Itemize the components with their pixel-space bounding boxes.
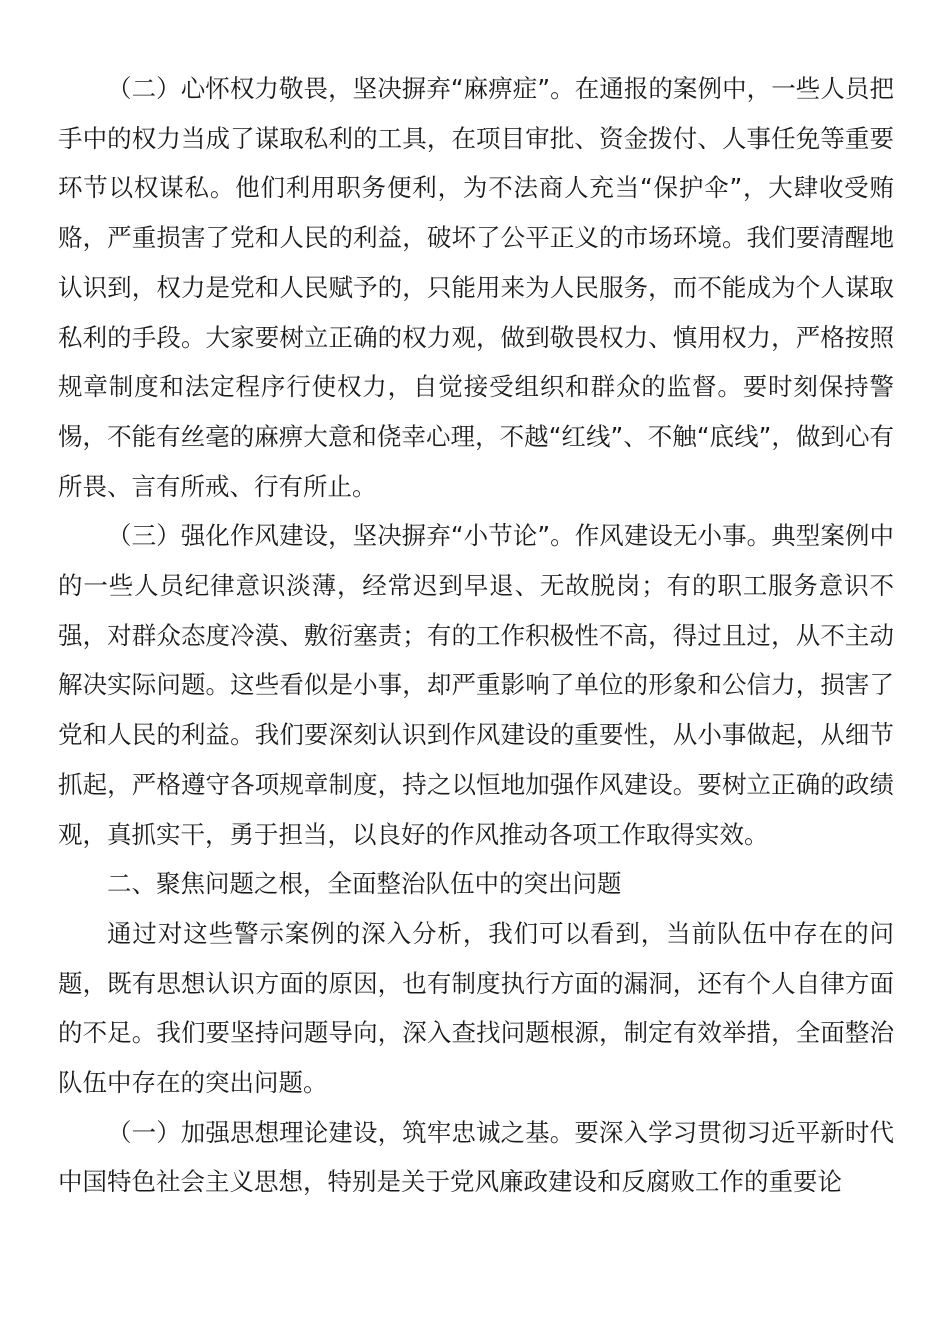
document-page: [58, 64, 894, 1207]
paragraph-problem-analysis: 通过对这些警示案例的深入分析，我们可以看到，当前队伍中存在的问题，既有思想认识方面的原因，也有制度执行方面的漏洞，还有个人自律方面的不足。我们要坚持问题导向，深入查找问题根源，制定有效举措，全面整治队伍中存在的突出问题。: [58, 918, 894, 1098]
section-heading-2: 二、聚焦问题之根，全面整治队伍中的突出问题: [107, 869, 622, 899]
paragraph-power-awareness: （二）心怀权力敬畏，坚决摒弃“麻痹症”。在通报的案例中，一些人员把手中的权力当成了谋取私利的工具，在项目审批、资金拨付、人事任免等重要环节以权谋私。他们利用职务便利，为不法商人充当“保护伞”，大肆收受贿赂，严重损害了党和人民的利益，破坏了公平正义的市场环境。我们要清醒地认识到，权力是党和人民赋予的，只能用来为人民服务，而不能成为个人谋取私利的手段。大家要树立正确的权力观，做到敬畏权力、慎用权力，严格按照规章制度和法定程序行使权力，自觉接受组织和群众的监督。要时刻保持警惕，不能有丝毫的麻痹大意和侥幸心理，不越“红线”、不触“底线”，做到心有所畏、言有所戒、行有所止。: [58, 74, 894, 501]
paragraph-work-style: （三）强化作风建设，坚决摒弃“小节论”。作风建设无小事。典型案例中的一些人员纪律意识淡薄，经常迟到早退、无故脱岗；有的职工服务意识不强，对群众态度冷漠、敷衍塞责；有的工作积极性不高，得过且过，从不主动解决实际问题。这些看似是小事，却严重影响了单位的形象和公信力，损害了党和人民的利益。我们要深刻认识到作风建设的重要性，从小事做起，从细节抓起，严格遵守各项规章制度，持之以恒地加强作风建设。要树立正确的政绩观，真抓实干，勇于担当，以良好的作风推动各项工作取得实效。: [58, 521, 894, 849]
paragraph-ideological-building: （一）加强思想理论建设，筑牢忠诚之基。要深入学习贯彻习近平新时代中国特色社会主义思想，特别是关于党风廉政建设和反腐败工作的重要论: [58, 1117, 894, 1197]
